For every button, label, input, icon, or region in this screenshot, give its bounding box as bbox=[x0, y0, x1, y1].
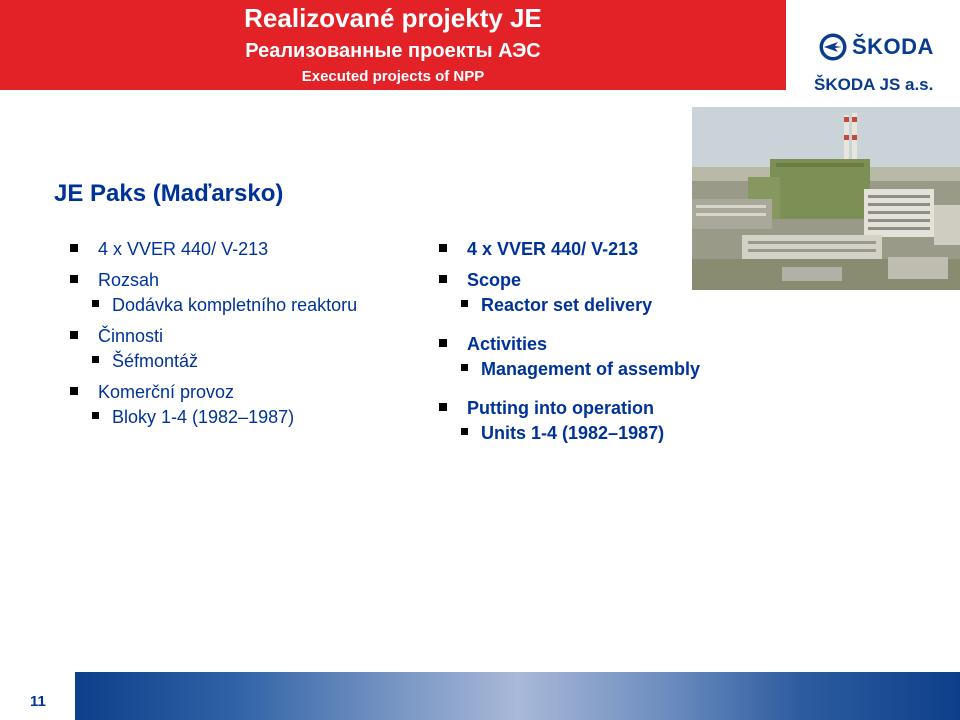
title-banner bbox=[0, 0, 786, 90]
czech-bullet-list bbox=[68, 239, 398, 438]
list-item: 4 x VVER 440/ V-213 bbox=[68, 239, 398, 260]
section-title: JE Paks (Maďarsko) bbox=[54, 180, 284, 207]
list-item: Putting into operation bbox=[437, 398, 767, 419]
sub-list-item: Reactor set delivery bbox=[461, 295, 767, 316]
title-russian: Реализованные проекты АЭС bbox=[245, 40, 541, 62]
english-bullet-list bbox=[437, 239, 767, 454]
sub-list-item: Management of assembly bbox=[461, 359, 767, 380]
list-item: Activities bbox=[437, 334, 767, 355]
list-item: Rozsah bbox=[68, 270, 398, 291]
sub-list-item: Units 1-4 (1982–1987) bbox=[461, 423, 767, 444]
sub-list-item: Dodávka kompletního reaktoru bbox=[92, 295, 398, 316]
list-item: Komerční provoz bbox=[68, 382, 398, 403]
title-english: Executed projects of NPP bbox=[301, 68, 485, 85]
skoda-winged-arrow-icon bbox=[818, 32, 848, 62]
list-item: 4 x VVER 440/ V-213 bbox=[437, 239, 767, 260]
logo-company-name: ŠKODA JS a.s. bbox=[814, 75, 934, 94]
page-number: 11 bbox=[30, 693, 46, 710]
list-item: Činnosti bbox=[68, 326, 398, 347]
title-czech: Realizované projekty JE bbox=[244, 3, 542, 33]
logo-wordmark: ŠKODA bbox=[852, 34, 934, 59]
list-item: Scope bbox=[437, 270, 767, 291]
sub-list-item: Šéfmontáž bbox=[92, 351, 398, 372]
footer-band bbox=[75, 672, 960, 720]
skoda-logo bbox=[806, 28, 954, 98]
sub-list-item: Bloky 1-4 (1982–1987) bbox=[92, 407, 398, 428]
